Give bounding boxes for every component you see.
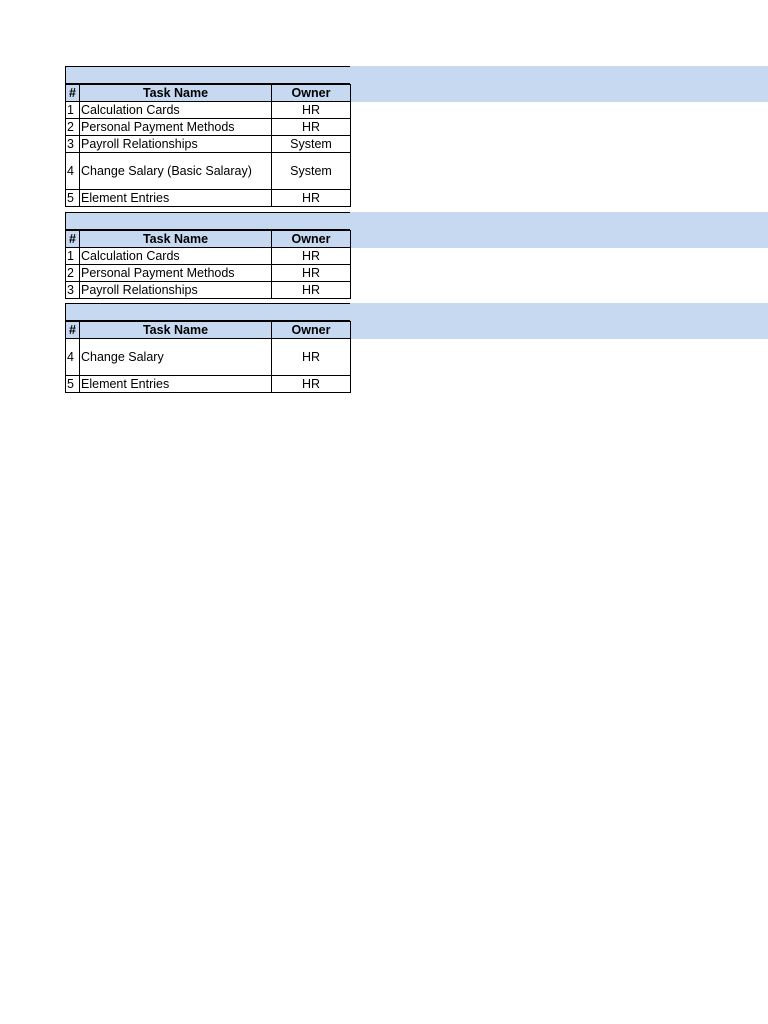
task-name: Payroll Relationships (80, 136, 272, 153)
task-owner: System (272, 136, 351, 153)
row-number: 1 (66, 248, 80, 265)
table-row (66, 282, 351, 299)
table-header-row (66, 322, 351, 339)
section-band (350, 303, 768, 339)
task-name: Personal Payment Methods (80, 265, 272, 282)
column-header-num: # (66, 231, 80, 248)
task-owner: HR (272, 265, 351, 282)
task-name: Personal Payment Methods (80, 119, 272, 136)
task-name: Payroll Relationships (80, 282, 272, 299)
task-owner: HR (272, 119, 351, 136)
table-row (66, 248, 351, 265)
task-owner: HR (272, 376, 351, 393)
table-row (66, 376, 351, 393)
task-table (65, 230, 351, 299)
task-name: Change Salary (Basic Salaray) (80, 153, 272, 190)
task-owner: System (272, 153, 351, 190)
section-title (65, 66, 350, 84)
column-header-num: # (66, 85, 80, 102)
row-number: 3 (66, 136, 80, 153)
table-row (66, 190, 351, 207)
table-row (66, 136, 351, 153)
row-number: 2 (66, 119, 80, 136)
task-name: Element Entries (80, 376, 272, 393)
row-number: 4 (66, 153, 80, 190)
task-owner: HR (272, 339, 351, 376)
section-title (65, 212, 350, 230)
task-name: Calculation Cards (80, 248, 272, 265)
column-header-task-name: Task Name (80, 322, 272, 339)
row-number: 5 (66, 190, 80, 207)
table-header-row (66, 85, 351, 102)
task-section-3 (65, 303, 350, 393)
task-owner: HR (272, 102, 351, 119)
column-header-task-name: Task Name (80, 231, 272, 248)
task-name: Element Entries (80, 190, 272, 207)
column-header-task-name: Task Name (80, 85, 272, 102)
row-number: 4 (66, 339, 80, 376)
task-owner: HR (272, 282, 351, 299)
column-header-owner: Owner (272, 231, 351, 248)
task-owner: HR (272, 248, 351, 265)
row-number: 2 (66, 265, 80, 282)
task-table (65, 321, 351, 393)
task-section-2 (65, 212, 350, 299)
row-number: 5 (66, 376, 80, 393)
task-name: Calculation Cards (80, 102, 272, 119)
table-row (66, 339, 351, 376)
column-header-owner: Owner (272, 85, 351, 102)
table-row (66, 102, 351, 119)
task-owner: HR (272, 190, 351, 207)
task-name: Change Salary (80, 339, 272, 376)
section-band (350, 66, 768, 102)
task-section-1 (65, 66, 350, 207)
row-number: 1 (66, 102, 80, 119)
table-row (66, 265, 351, 282)
column-header-num: # (66, 322, 80, 339)
column-header-owner: Owner (272, 322, 351, 339)
task-table (65, 84, 351, 207)
row-number: 3 (66, 282, 80, 299)
section-band (350, 212, 768, 248)
table-row (66, 119, 351, 136)
table-row (66, 153, 351, 190)
table-header-row (66, 231, 351, 248)
section-title (65, 303, 350, 321)
